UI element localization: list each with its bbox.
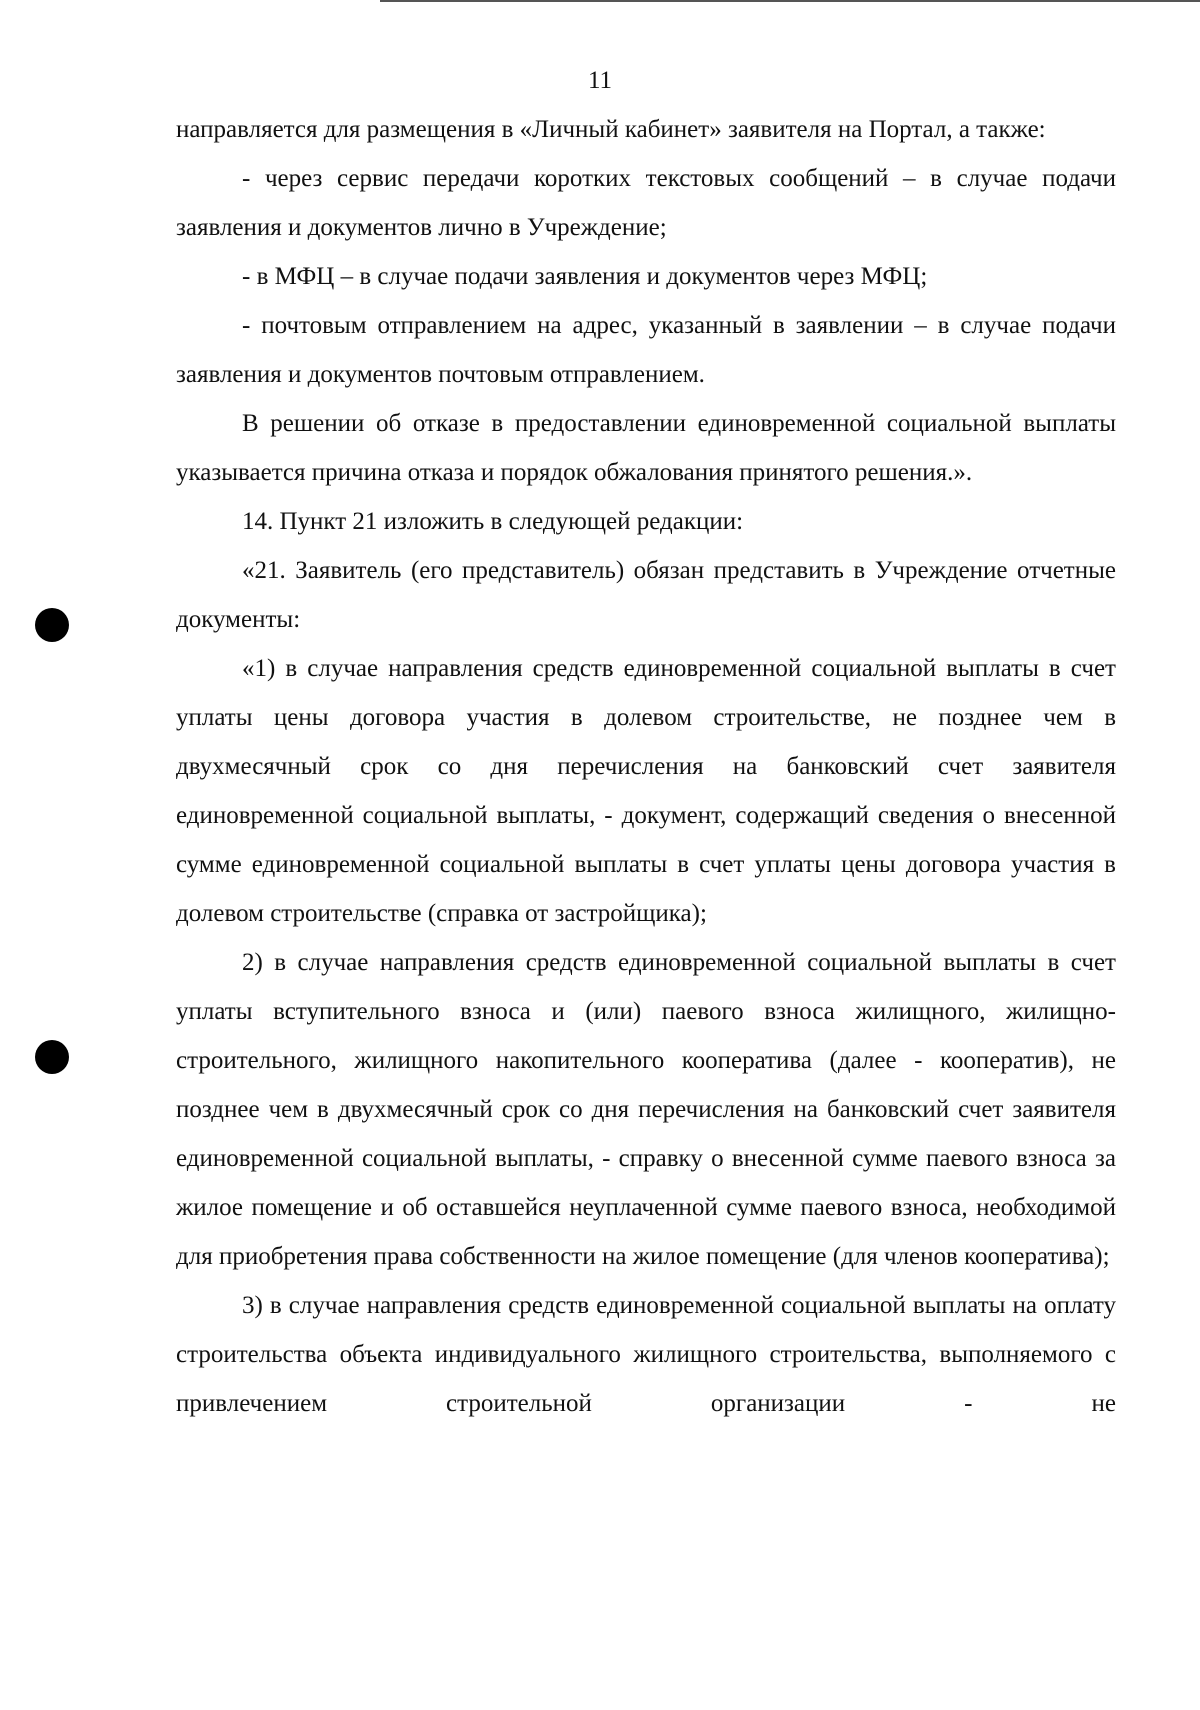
- paragraph-item-21: «21. Заявитель (его представитель) обязан представить в Учреждение отчетные документы:: [176, 557, 1116, 633]
- punch-hole-top: [35, 608, 69, 642]
- paragraph-subitem-1: «1) в случае направления средств единовременной социальной выплаты в счет уплаты цены договора участия в долевом строительстве, не позднее чем в двухмесячный срок со дня перечисления на банковский счет заявителя единовременной социальной выплаты, - документ, содержащий сведения о внесенной сумме единовременной социальной выплаты в счет уплаты цены договора участия в долевом строительстве (справка от застройщика);: [176, 655, 1116, 927]
- paragraph-refusal-decision: В решении об отказе в предоставлении единовременной социальной выплаты указывается причина отказа и порядок обжалования принятого решения.».: [176, 410, 1116, 486]
- punch-hole-bottom: [35, 1040, 69, 1074]
- top-border-line: [380, 0, 1200, 2]
- document-body: [176, 105, 1116, 1428]
- paragraph-item-14: 14. Пункт 21 изложить в следующей редакции:: [242, 508, 744, 535]
- paragraph-subitem-3: 3) в случае направления средств единовременной социальной выплаты на оплату строительства объекта индивидуального жилищного строительства, выполняемого с привлечением строительной организации - не: [176, 1292, 1116, 1417]
- page-number: 11: [587, 67, 613, 94]
- paragraph-postal: - почтовым отправлением на адрес, указанный в заявлении – в случае подачи заявления и документов почтовым отправлением.: [176, 312, 1116, 388]
- paragraph-continuation: направляется для размещения в «Личный кабинет» заявителя на Портал, а также:: [176, 116, 1046, 143]
- paragraph-mfc: - в МФЦ – в случае подачи заявления и документов через МФЦ;: [242, 263, 928, 290]
- paragraph-subitem-2: 2) в случае направления средств единовременной социальной выплаты в счет уплаты вступительного взноса и (или) паевого взноса жилищного, жилищно-строительного, жилищного накопительного кооператива (далее - кооператив), не позднее чем в двухмесячный срок со дня перечисления на банковский счет заявителя единовременной социальной выплаты, - справку о внесенной сумме паевого взноса за жилое помещение и об оставшейся неуплаченной сумме паевого взноса, необходимой для приобретения права собственности на жилое помещение (для членов кооператива);: [176, 949, 1116, 1270]
- paragraph-sms-service: - через сервис передачи коротких текстовых сообщений – в случае подачи заявления и документов лично в Учреждение;: [176, 165, 1116, 241]
